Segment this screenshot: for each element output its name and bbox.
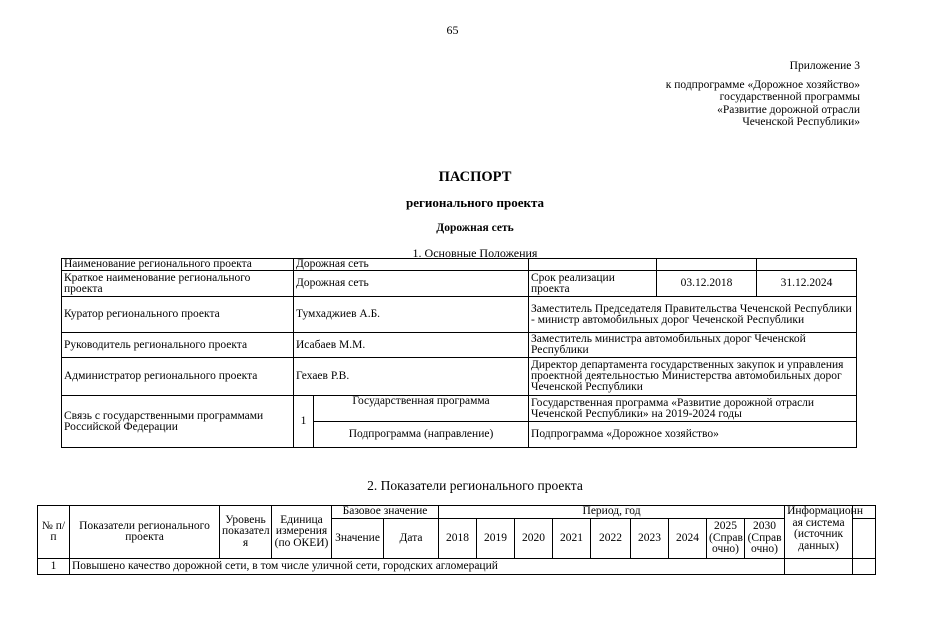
header-cell: № п/п	[38, 506, 70, 559]
header-cell: Уровень показател я	[220, 506, 272, 559]
header-cell	[853, 519, 876, 559]
table-cell: Краткое наименование регионального проекта	[62, 271, 294, 297]
table-cell	[657, 259, 757, 271]
appendix-line: государственной программы	[719, 91, 860, 103]
table-cell	[785, 559, 853, 575]
appendix-line: к подпрограмме «Дорожное хозяйство»	[665, 78, 860, 91]
header-cell: 2020	[515, 519, 553, 559]
table-cell: 03.12.2018	[657, 271, 757, 297]
section2-title: 2. Показатели регионального проекта	[367, 478, 583, 493]
table-cell: Заместитель Председателя Правительства Чеченской Республики - министр автомобильных дорог Чеченской Республики	[529, 297, 857, 333]
table-cell: Государственная программа «Развитие дорожной отрасли Чеченской Республики» на 2019-2024 годы	[529, 396, 857, 422]
table-cell: Дорожная сеть	[294, 271, 529, 297]
header-cell: 2021	[553, 519, 591, 559]
doc-subtitle: регионального проекта	[405, 195, 544, 210]
table-row	[62, 333, 857, 358]
table-row	[62, 297, 857, 333]
table-cell: Куратор регионального проекта	[62, 297, 294, 333]
table-row	[62, 259, 857, 271]
appendix-line: Приложение 3	[789, 60, 860, 72]
indicators-table	[37, 505, 876, 575]
table-row	[62, 358, 857, 396]
header-cell: 2025 (Справ очно)	[707, 519, 745, 559]
table-cell: Связь с государственными программами Российской Федерации	[62, 396, 294, 448]
project-name: Дорожная сеть	[436, 222, 514, 234]
table-header-row	[38, 506, 876, 519]
appendix-line: «Развитие дорожной отрасли	[717, 103, 860, 116]
header-cell: 2018	[439, 519, 477, 559]
table-row	[62, 396, 857, 422]
table-cell: Повышено качество дорожной сети, в том числе уличной сети, городских агломераций	[70, 559, 785, 575]
header-cell: Дата	[384, 519, 439, 559]
table-cell: Руководитель регионального проекта	[62, 333, 294, 358]
table-cell: Администратор регионального проекта	[62, 358, 294, 396]
header-cell: Показатели регионального проекта	[70, 506, 220, 559]
header-cell: 2022	[591, 519, 631, 559]
table-cell: Государственная программа	[314, 396, 529, 422]
table-cell: Подпрограмма (направление)	[314, 422, 529, 448]
appendix-line: Чеченской Республики»	[742, 116, 860, 128]
table-cell: Заместитель министра автомобильных дорог Чеченской Республики	[529, 333, 857, 358]
table-row	[62, 271, 857, 297]
header-cell: 2030 (Справ очно)	[745, 519, 785, 559]
header-cell: Период, год	[439, 506, 785, 519]
table-cell: Наименование регионального проекта	[62, 259, 294, 271]
table-cell	[757, 259, 857, 271]
table-cell	[853, 559, 876, 575]
table-cell: 1	[38, 559, 70, 575]
table-cell: Гехаев Р.В.	[294, 358, 529, 396]
header-cell: Значение	[332, 519, 384, 559]
table-cell: Срок реализации проекта	[529, 271, 657, 297]
table-cell: Подпрограмма «Дорожное хозяйство»	[529, 422, 857, 448]
table-row	[38, 559, 876, 575]
section1-title: 1. Основные Положения	[412, 246, 538, 260]
header-cell: 2024	[669, 519, 707, 559]
table-cell: Исабаев М.М.	[294, 333, 529, 358]
table-cell: Директор департамента государственных закупок и управления проектной деятельностью Министерства автомобильных дорог Чеченской Республики	[529, 358, 857, 396]
header-cell: Единица измерения (по ОКЕИ)	[272, 506, 332, 559]
doc-title: ПАСПОРТ	[438, 169, 512, 185]
header-cell: Базовое значение	[332, 506, 439, 519]
header-cell: 2023	[631, 519, 669, 559]
appendix-note	[560, 60, 860, 129]
table-cell: 1	[294, 396, 314, 448]
table-cell	[529, 259, 657, 271]
table-cell: Дорожная сеть	[294, 259, 529, 271]
table-cell: 31.12.2024	[757, 271, 857, 297]
table-cell: Тумхаджиев А.Б.	[294, 297, 529, 333]
header-cell: Информационн ая система (источник данных)	[785, 506, 853, 559]
page-number: 65	[446, 23, 459, 37]
header-cell: 2019	[477, 519, 515, 559]
main-provisions-table	[61, 258, 857, 448]
